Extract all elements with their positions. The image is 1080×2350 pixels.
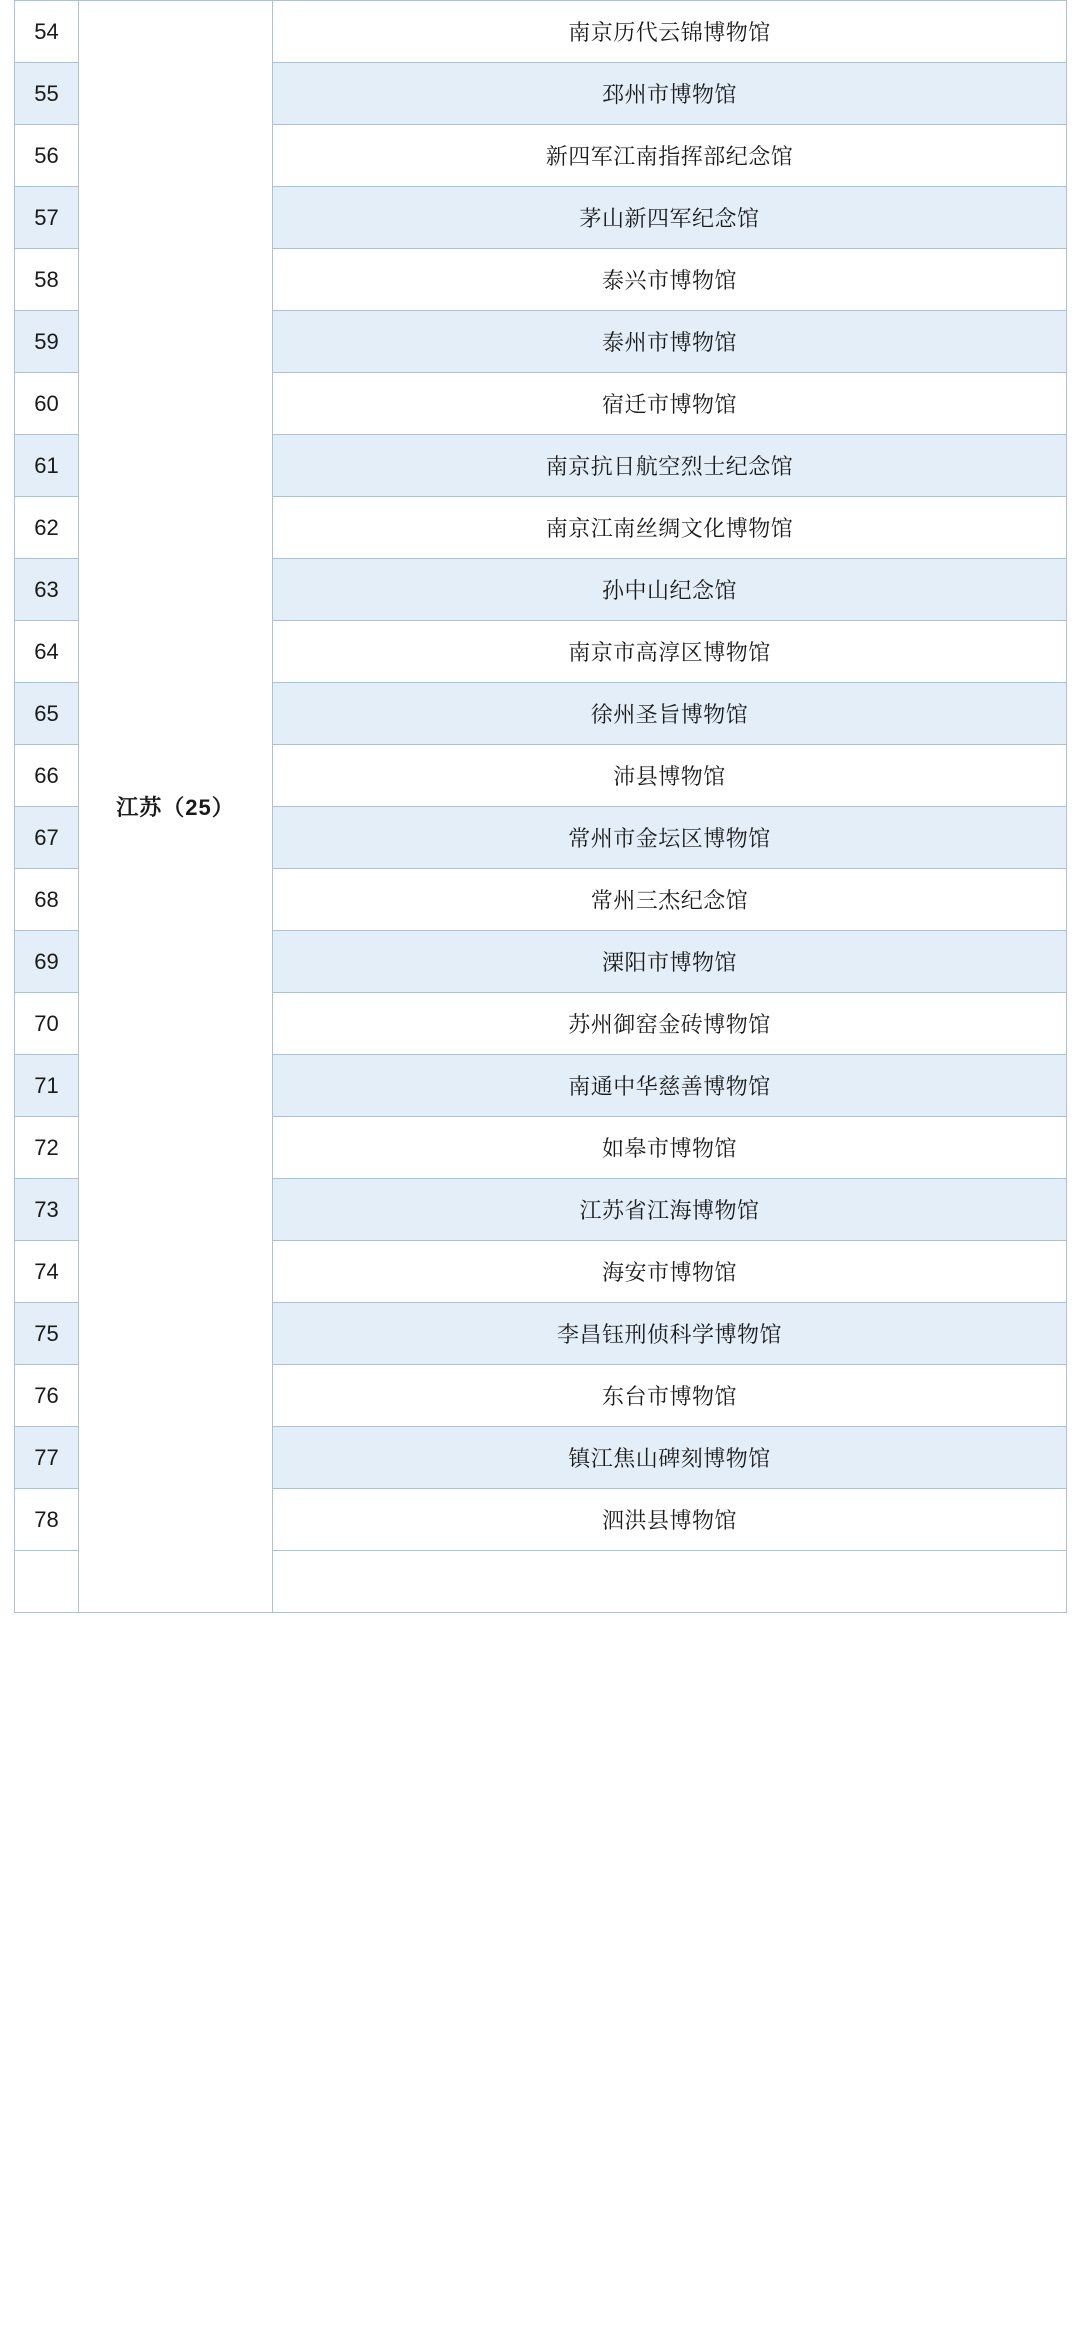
museum-name-cell: 泰兴市博物馆 bbox=[273, 249, 1067, 311]
museum-name-cell: 孙中山纪念馆 bbox=[273, 559, 1067, 621]
row-index-cell: 58 bbox=[15, 249, 79, 311]
row-index-cell: 77 bbox=[15, 1427, 79, 1489]
row-index-cell: 54 bbox=[15, 1, 79, 63]
row-index-cell: 56 bbox=[15, 125, 79, 187]
museum-name-cell: 邳州市博物馆 bbox=[273, 63, 1067, 125]
row-index-cell: 78 bbox=[15, 1489, 79, 1551]
row-index-cell: 76 bbox=[15, 1365, 79, 1427]
row-index-cell: 64 bbox=[15, 621, 79, 683]
row-index-cell: 60 bbox=[15, 373, 79, 435]
row-index-cell: 70 bbox=[15, 993, 79, 1055]
row-index-cell: 57 bbox=[15, 187, 79, 249]
row-index-cell: 71 bbox=[15, 1055, 79, 1117]
museum-name-cell: 宿迁市博物馆 bbox=[273, 373, 1067, 435]
museum-table-body bbox=[15, 1, 1067, 1613]
row-index-cell: 55 bbox=[15, 63, 79, 125]
museum-list-table bbox=[14, 0, 1067, 1613]
row-index-cell: 67 bbox=[15, 807, 79, 869]
museum-name-cell: 苏州御窑金砖博物馆 bbox=[273, 993, 1067, 1055]
museum-name-cell: 常州市金坛区博物馆 bbox=[273, 807, 1067, 869]
museum-name-cell bbox=[273, 1551, 1067, 1613]
row-index-cell: 75 bbox=[15, 1303, 79, 1365]
museum-name-cell: 江苏省江海博物馆 bbox=[273, 1179, 1067, 1241]
museum-name-cell: 海安市博物馆 bbox=[273, 1241, 1067, 1303]
museum-name-cell: 南京历代云锦博物馆 bbox=[273, 1, 1067, 63]
row-index-cell: 74 bbox=[15, 1241, 79, 1303]
region-cell: 江苏（25） bbox=[79, 1, 273, 1613]
museum-name-cell: 徐州圣旨博物馆 bbox=[273, 683, 1067, 745]
row-index-cell: 66 bbox=[15, 745, 79, 807]
museum-name-cell: 沛县博物馆 bbox=[273, 745, 1067, 807]
museum-name-cell: 镇江焦山碑刻博物馆 bbox=[273, 1427, 1067, 1489]
museum-name-cell: 南通中华慈善博物馆 bbox=[273, 1055, 1067, 1117]
museum-name-cell: 如皋市博物馆 bbox=[273, 1117, 1067, 1179]
row-index-cell: 63 bbox=[15, 559, 79, 621]
row-index-cell: 73 bbox=[15, 1179, 79, 1241]
row-index-cell: 69 bbox=[15, 931, 79, 993]
museum-name-cell: 泗洪县博物馆 bbox=[273, 1489, 1067, 1551]
museum-name-cell: 南京抗日航空烈士纪念馆 bbox=[273, 435, 1067, 497]
museum-name-cell: 南京市高淳区博物馆 bbox=[273, 621, 1067, 683]
row-index-cell: 61 bbox=[15, 435, 79, 497]
row-index-cell: 59 bbox=[15, 311, 79, 373]
row-index-cell: 65 bbox=[15, 683, 79, 745]
museum-name-cell: 溧阳市博物馆 bbox=[273, 931, 1067, 993]
row-index-cell: 68 bbox=[15, 869, 79, 931]
row-index-cell: 72 bbox=[15, 1117, 79, 1179]
museum-name-cell: 南京江南丝绸文化博物馆 bbox=[273, 497, 1067, 559]
museum-name-cell: 常州三杰纪念馆 bbox=[273, 869, 1067, 931]
row-index-cell: 62 bbox=[15, 497, 79, 559]
table-row bbox=[15, 1, 1067, 63]
museum-name-cell: 茅山新四军纪念馆 bbox=[273, 187, 1067, 249]
museum-name-cell: 泰州市博物馆 bbox=[273, 311, 1067, 373]
row-index-cell bbox=[15, 1551, 79, 1613]
museum-name-cell: 东台市博物馆 bbox=[273, 1365, 1067, 1427]
museum-name-cell: 李昌钰刑侦科学博物馆 bbox=[273, 1303, 1067, 1365]
museum-name-cell: 新四军江南指挥部纪念馆 bbox=[273, 125, 1067, 187]
